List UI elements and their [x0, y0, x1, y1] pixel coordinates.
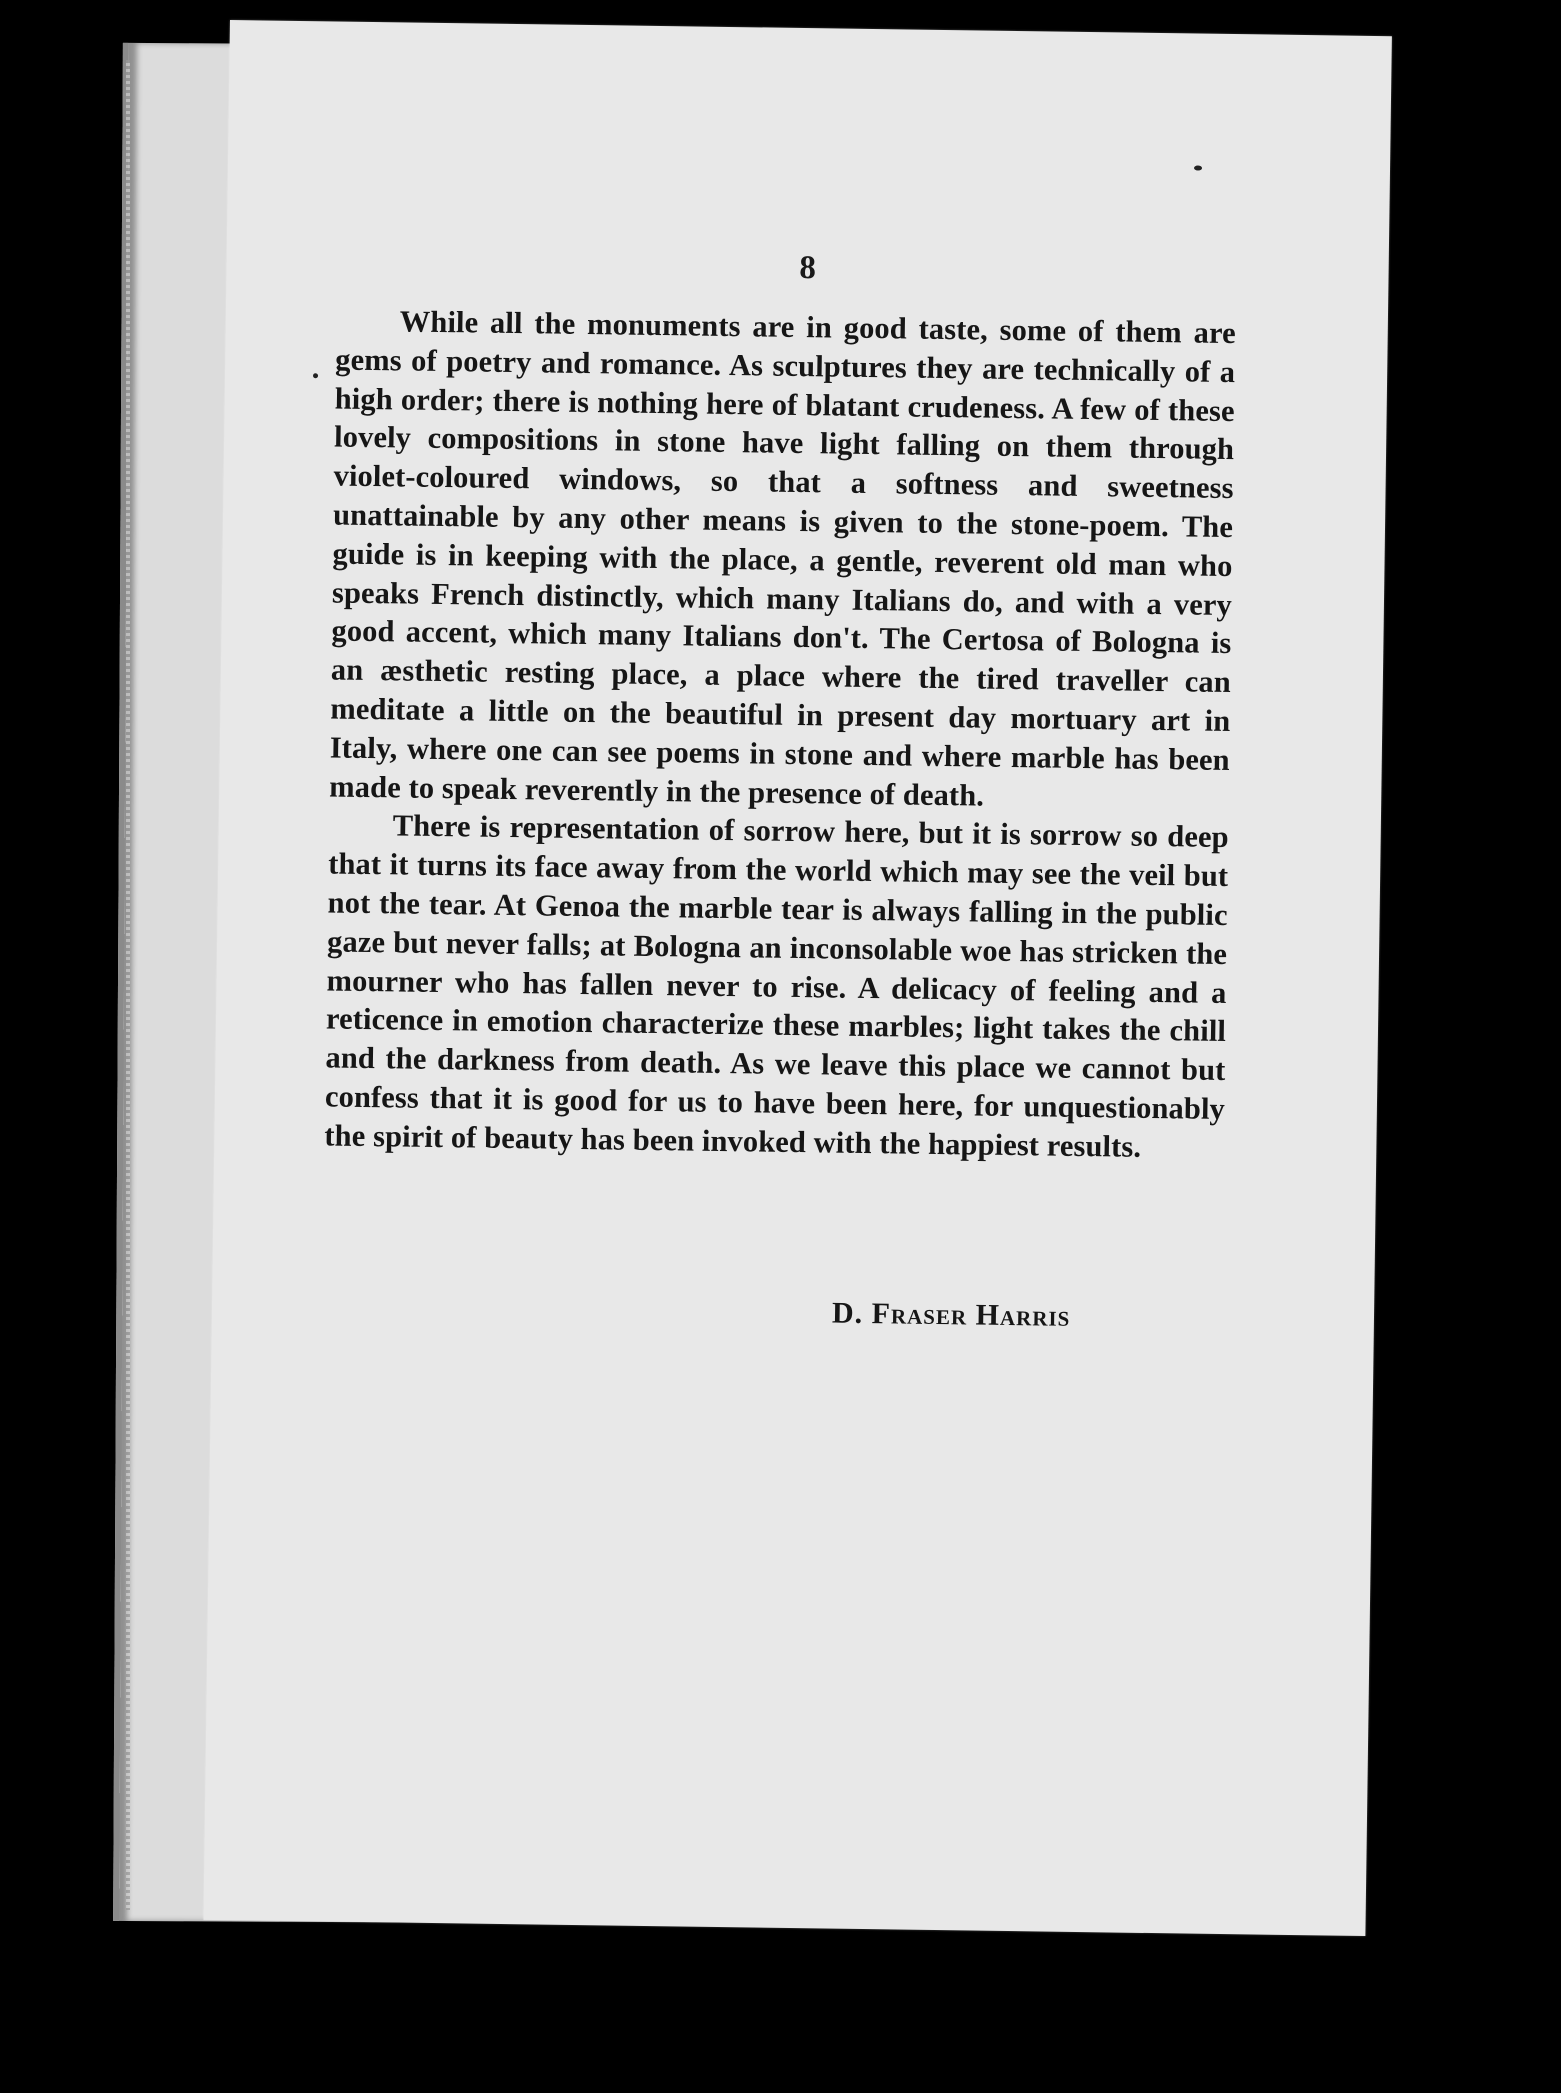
author-signature: D. Fraser Harris — [831, 1296, 1071, 1333]
ink-speck — [313, 373, 318, 378]
ink-speck — [1194, 165, 1202, 170]
page-number: 8 — [799, 249, 817, 287]
document-page — [203, 20, 1391, 1936]
body-text — [324, 302, 1236, 1168]
paragraph-1: While all the monuments are in good taste, some of them are gems of poetry and romance. As sculptures they are technically of a high order; there is nothing here of blatant crudeness. A few of these lovely compositions in stone have light falling on them through violet-coloured windows, so that a softness and sweetness unattainable by any other means is given to the stone-poem. The guide is in keeping with the place, a gentle, reverent old man who speaks French distinctly, which many Italians do, and with a very good accent, which many Italians don't. The Certosa of Bologna is an æsthetic resting place, a place where the tired traveller can meditate a little on the beautiful in present day mortuary art in Italy, where one can see poems in stone and where marble has been made to speak reverently in the presence of death. — [329, 304, 1236, 813]
paragraph-2: There is representation of sorrow here, but it is sorrow so deep that it turns its face away from the world which may see the veil but not the tear. At Genoa the marble tear is always falling in the public gaze but never falls; at Bologna an inconsolable woe has stricken the mourner who has fallen never to rise. A delicacy of feeling and a reticence in emotion characterize these marbles; light takes the chill and the darkness from death. As we leave this place we cannot but confess that it is good for us to have been here, for unquestionably the spirit of beauty has been invoked with the happiest results. — [324, 808, 1229, 1164]
page-edge-lines — [126, 60, 130, 1910]
